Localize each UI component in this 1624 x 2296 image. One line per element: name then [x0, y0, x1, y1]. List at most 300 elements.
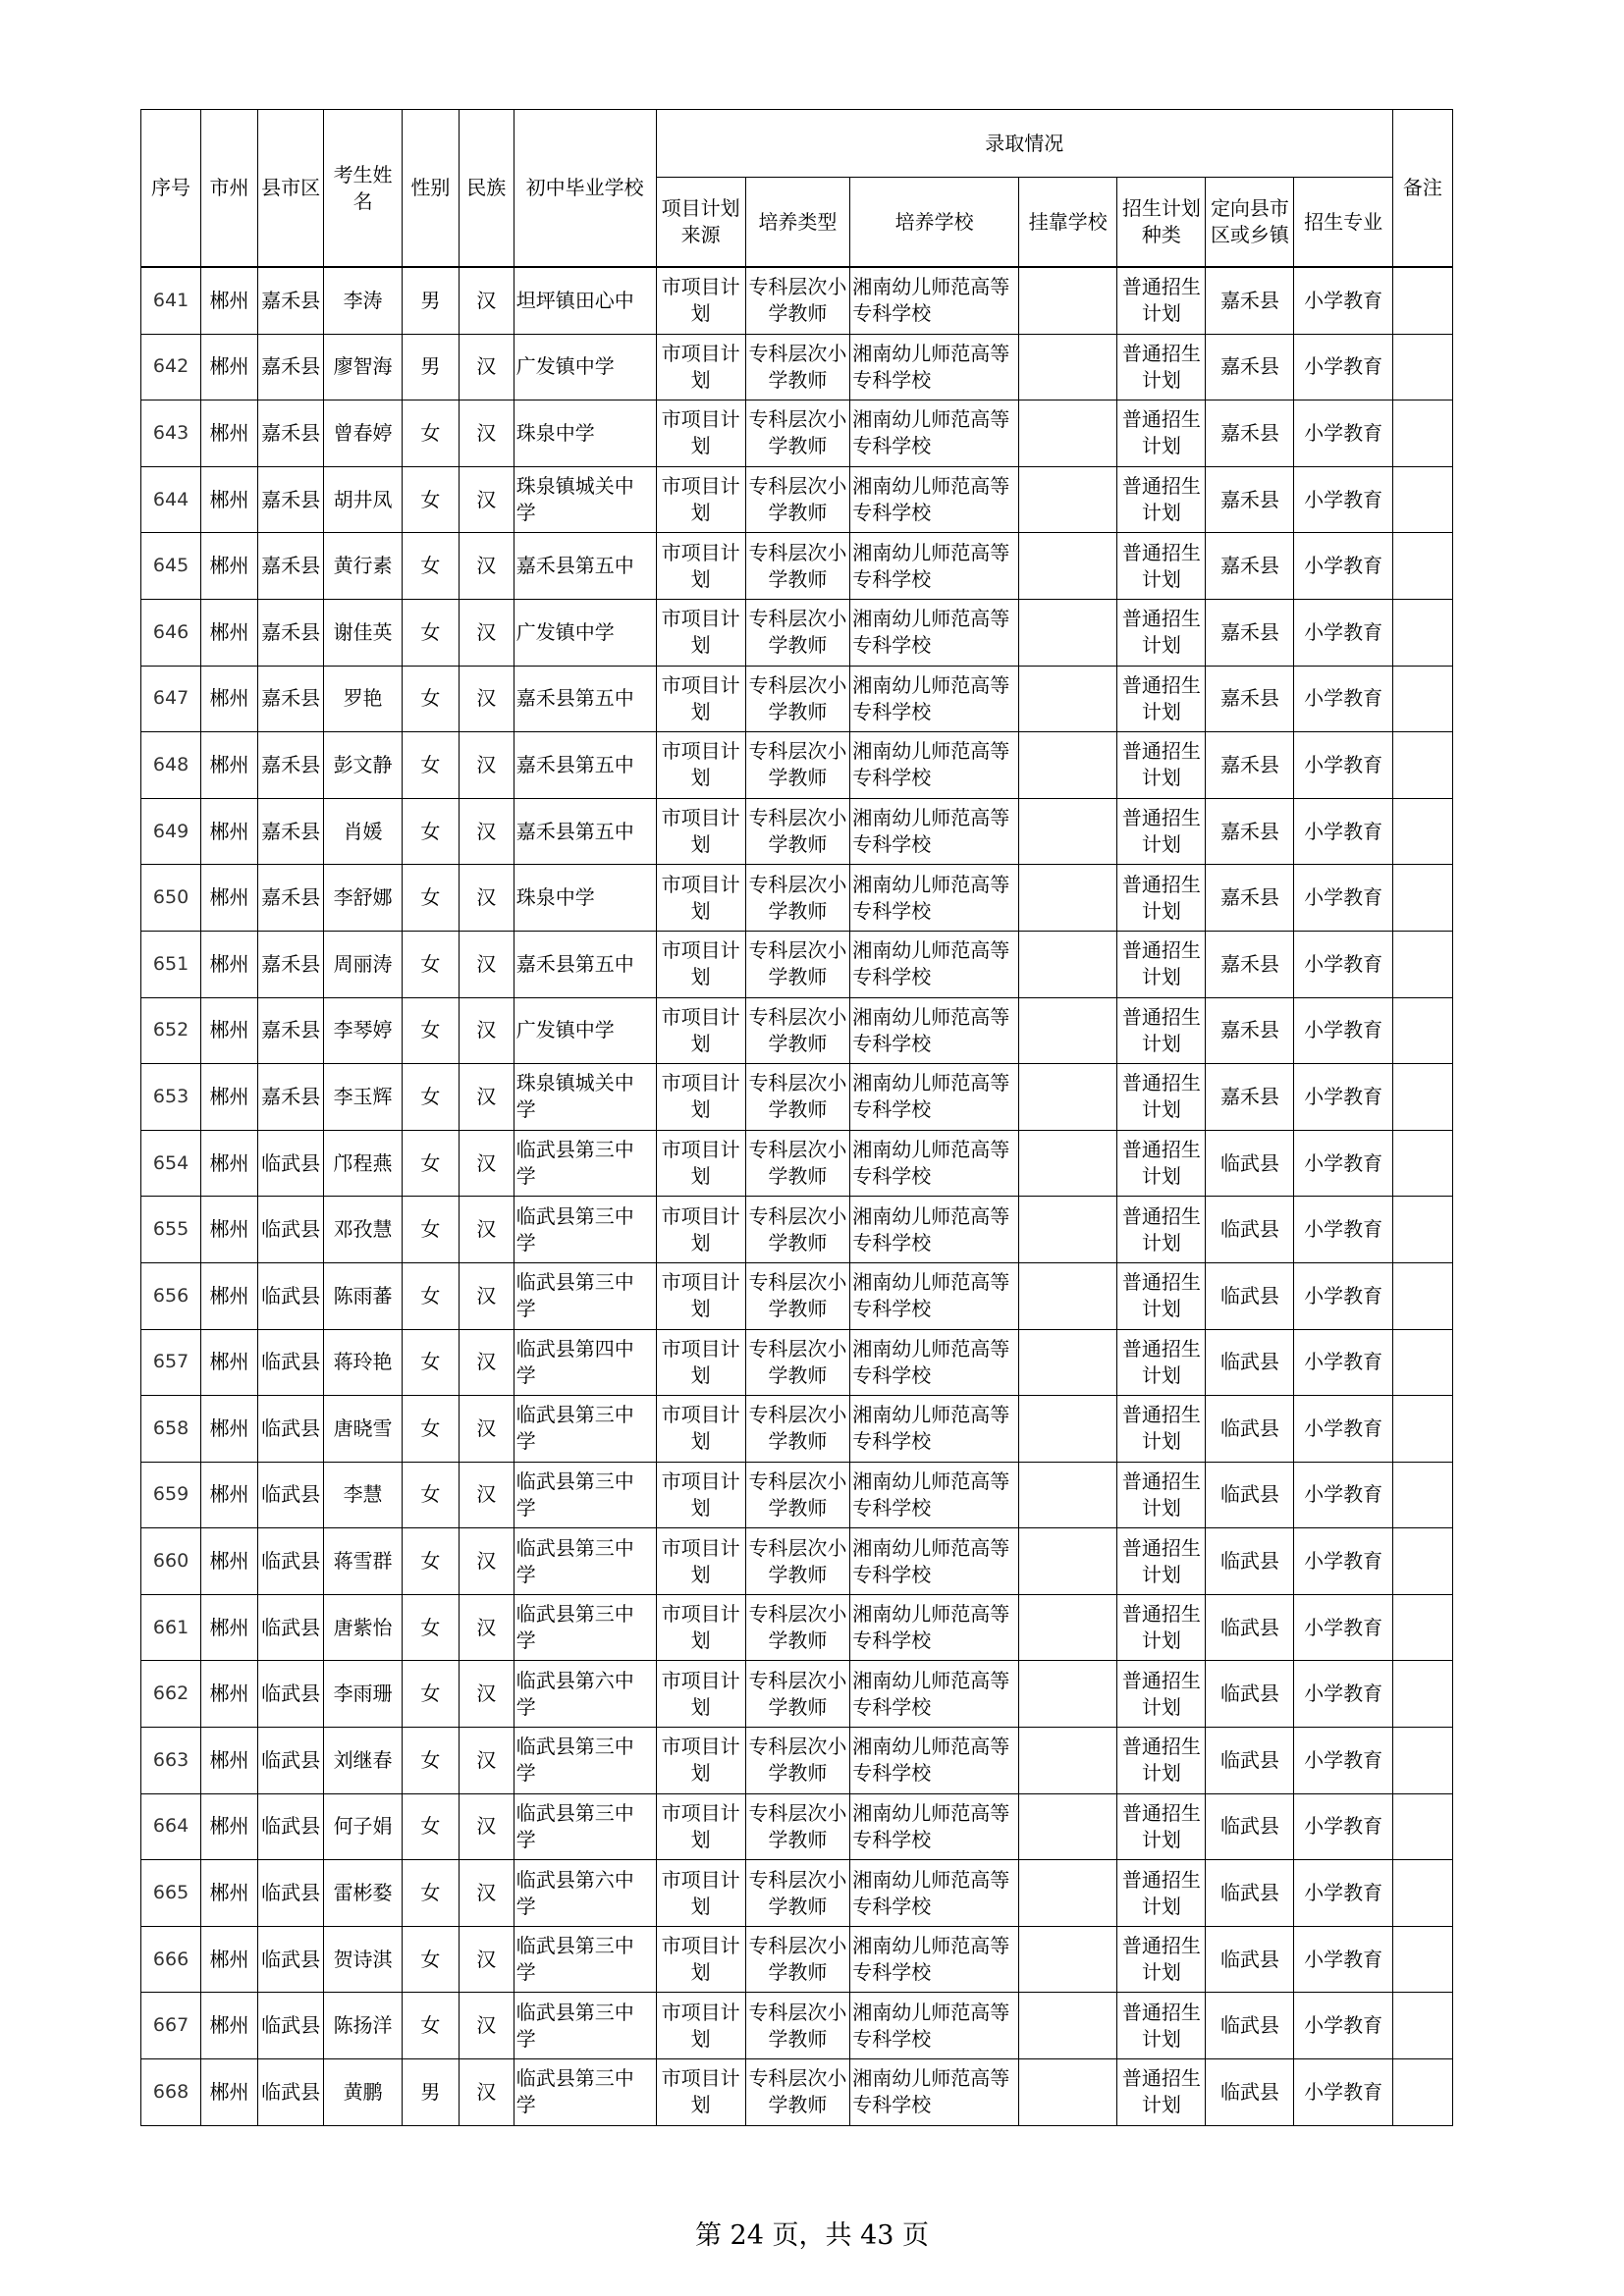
header-plan-source: 项目计划来源 [656, 178, 745, 268]
cell-gender: 女 [402, 798, 459, 865]
cell-affil-school [1019, 666, 1117, 732]
cell-affil-school [1019, 931, 1117, 997]
cell-county: 临武县 [257, 1462, 323, 1528]
cell-train-school: 湘南幼儿师范高等专科学校 [850, 732, 1019, 799]
cell-gender: 男 [402, 2059, 459, 2126]
cell-major: 小学教育 [1294, 533, 1392, 600]
cell-plan-source: 市项目计划 [656, 1462, 745, 1528]
cell-major: 小学教育 [1294, 1728, 1392, 1794]
table-row [141, 865, 1453, 932]
cell-target: 临武县 [1206, 1860, 1294, 1927]
table-row [141, 1329, 1453, 1396]
cell-train-type: 专科层次小学教师 [745, 2059, 850, 2126]
cell-seq: 648 [141, 732, 201, 799]
cell-plan-kind: 普通招生计划 [1117, 1528, 1206, 1595]
cell-school: 临武县第四中学 [514, 1329, 656, 1396]
cell-name: 谢佳英 [324, 599, 403, 666]
cell-name: 胡井凤 [324, 466, 403, 533]
cell-county: 嘉禾县 [257, 997, 323, 1064]
cell-remark [1392, 931, 1452, 997]
cell-major: 小学教育 [1294, 865, 1392, 932]
cell-gender: 女 [402, 1064, 459, 1131]
cell-seq: 650 [141, 865, 201, 932]
cell-gender: 女 [402, 1793, 459, 1860]
cell-remark [1392, 1528, 1452, 1595]
cell-city: 郴州 [201, 533, 258, 600]
cell-train-type: 专科层次小学教师 [745, 1329, 850, 1396]
cell-train-type: 专科层次小学教师 [745, 1130, 850, 1197]
cell-remark [1392, 1728, 1452, 1794]
cell-county: 临武县 [257, 1728, 323, 1794]
cell-school: 嘉禾县第五中 [514, 732, 656, 799]
cell-gender: 女 [402, 1130, 459, 1197]
cell-seq: 662 [141, 1661, 201, 1728]
table-row [141, 1197, 1453, 1263]
cell-city: 郴州 [201, 997, 258, 1064]
cell-county: 嘉禾县 [257, 533, 323, 600]
cell-remark [1392, 1793, 1452, 1860]
cell-plan-source: 市项目计划 [656, 334, 745, 400]
cell-affil-school [1019, 1793, 1117, 1860]
cell-name: 陈雨蕃 [324, 1262, 403, 1329]
table-row [141, 1396, 1453, 1463]
cell-plan-source: 市项目计划 [656, 1396, 745, 1463]
cell-plan-kind: 普通招生计划 [1117, 798, 1206, 865]
cell-train-school: 湘南幼儿师范高等专科学校 [850, 2059, 1019, 2126]
cell-county: 临武县 [257, 1329, 323, 1396]
cell-plan-source: 市项目计划 [656, 1130, 745, 1197]
cell-name: 唐紫怡 [324, 1594, 403, 1661]
cell-name: 陈扬洋 [324, 1993, 403, 2059]
cell-plan-source: 市项目计划 [656, 798, 745, 865]
cell-target: 临武县 [1206, 1661, 1294, 1728]
cell-seq: 646 [141, 599, 201, 666]
cell-school: 嘉禾县第五中 [514, 533, 656, 600]
table-row [141, 334, 1453, 400]
cell-ethnicity: 汉 [459, 1528, 514, 1595]
cell-county: 临武县 [257, 1197, 323, 1263]
cell-plan-kind: 普通招生计划 [1117, 732, 1206, 799]
cell-target: 临武县 [1206, 1130, 1294, 1197]
table-row [141, 1661, 1453, 1728]
cell-city: 郴州 [201, 334, 258, 400]
cell-school: 临武县第六中学 [514, 1860, 656, 1927]
cell-remark [1392, 1462, 1452, 1528]
cell-train-type: 专科层次小学教师 [745, 267, 850, 334]
table-row [141, 666, 1453, 732]
cell-gender: 男 [402, 267, 459, 334]
cell-affil-school [1019, 466, 1117, 533]
cell-plan-kind: 普通招生计划 [1117, 1594, 1206, 1661]
cell-name: 刘继春 [324, 1728, 403, 1794]
cell-gender: 男 [402, 334, 459, 400]
cell-train-school: 湘南幼儿师范高等专科学校 [850, 334, 1019, 400]
cell-city: 郴州 [201, 1197, 258, 1263]
cell-name: 蒋玲艳 [324, 1329, 403, 1396]
cell-name: 罗艳 [324, 666, 403, 732]
cell-remark [1392, 1396, 1452, 1463]
cell-school: 广发镇中学 [514, 997, 656, 1064]
cell-county: 嘉禾县 [257, 466, 323, 533]
cell-remark [1392, 798, 1452, 865]
cell-affil-school [1019, 599, 1117, 666]
cell-target: 嘉禾县 [1206, 865, 1294, 932]
cell-major: 小学教育 [1294, 1262, 1392, 1329]
cell-city: 郴州 [201, 400, 258, 467]
table-row [141, 466, 1453, 533]
cell-train-school: 湘南幼儿师范高等专科学校 [850, 1197, 1019, 1263]
cell-major: 小学教育 [1294, 2059, 1392, 2126]
cell-county: 临武县 [257, 1594, 323, 1661]
cell-plan-kind: 普通招生计划 [1117, 1064, 1206, 1131]
cell-train-type: 专科层次小学教师 [745, 997, 850, 1064]
cell-plan-kind: 普通招生计划 [1117, 466, 1206, 533]
cell-major: 小学教育 [1294, 1462, 1392, 1528]
cell-name: 何子娟 [324, 1793, 403, 1860]
cell-school: 嘉禾县第五中 [514, 798, 656, 865]
cell-plan-source: 市项目计划 [656, 400, 745, 467]
page-footer: 第 24 页，共 43 页 [694, 2220, 930, 2251]
cell-school: 临武县第三中学 [514, 2059, 656, 2126]
cell-name: 李琴婷 [324, 997, 403, 1064]
cell-ethnicity: 汉 [459, 1860, 514, 1927]
cell-seq: 667 [141, 1993, 201, 2059]
cell-school: 临武县第三中学 [514, 1262, 656, 1329]
cell-gender: 女 [402, 1728, 459, 1794]
cell-name: 雷彬婺 [324, 1860, 403, 1927]
cell-school: 临武县第三中学 [514, 1396, 656, 1463]
cell-name: 彭文静 [324, 732, 403, 799]
cell-gender: 女 [402, 1860, 459, 1927]
cell-train-school: 湘南幼儿师范高等专科学校 [850, 1728, 1019, 1794]
cell-remark [1392, 1661, 1452, 1728]
cell-train-school: 湘南幼儿师范高等专科学校 [850, 1064, 1019, 1131]
cell-county: 临武县 [257, 1993, 323, 2059]
cell-remark [1392, 267, 1452, 334]
cell-remark [1392, 865, 1452, 932]
cell-seq: 666 [141, 1926, 201, 1993]
cell-train-type: 专科层次小学教师 [745, 865, 850, 932]
table-row [141, 997, 1453, 1064]
header-admission: 录取情况 [656, 110, 1392, 178]
cell-name: 黄行素 [324, 533, 403, 600]
cell-gender: 女 [402, 931, 459, 997]
cell-city: 郴州 [201, 1262, 258, 1329]
cell-school: 珠泉镇城关中学 [514, 1064, 656, 1131]
cell-major: 小学教育 [1294, 466, 1392, 533]
cell-plan-kind: 普通招生计划 [1117, 599, 1206, 666]
cell-county: 嘉禾县 [257, 599, 323, 666]
cell-target: 临武县 [1206, 1793, 1294, 1860]
cell-train-school: 湘南幼儿师范高等专科学校 [850, 666, 1019, 732]
cell-remark [1392, 533, 1452, 600]
cell-plan-source: 市项目计划 [656, 1728, 745, 1794]
cell-train-school: 湘南幼儿师范高等专科学校 [850, 599, 1019, 666]
cell-plan-kind: 普通招生计划 [1117, 533, 1206, 600]
cell-plan-source: 市项目计划 [656, 2059, 745, 2126]
cell-affil-school [1019, 1661, 1117, 1728]
table-row [141, 1262, 1453, 1329]
cell-name: 唐晓雪 [324, 1396, 403, 1463]
cell-train-school: 湘南幼儿师范高等专科学校 [850, 1793, 1019, 1860]
cell-city: 郴州 [201, 1130, 258, 1197]
table-row [141, 1064, 1453, 1131]
cell-plan-source: 市项目计划 [656, 1793, 745, 1860]
cell-affil-school [1019, 798, 1117, 865]
table-row [141, 1594, 1453, 1661]
cell-remark [1392, 1262, 1452, 1329]
cell-county: 嘉禾县 [257, 400, 323, 467]
cell-target: 临武县 [1206, 1594, 1294, 1661]
table-row [141, 400, 1453, 467]
header-gender: 性别 [402, 110, 459, 268]
table-row [141, 2059, 1453, 2126]
cell-plan-source: 市项目计划 [656, 533, 745, 600]
cell-train-type: 专科层次小学教师 [745, 466, 850, 533]
header-seq: 序号 [141, 110, 201, 268]
cell-school: 临武县第三中学 [514, 1793, 656, 1860]
cell-school: 临武县第三中学 [514, 1926, 656, 1993]
cell-train-school: 湘南幼儿师范高等专科学校 [850, 1462, 1019, 1528]
cell-plan-kind: 普通招生计划 [1117, 1793, 1206, 1860]
cell-city: 郴州 [201, 1528, 258, 1595]
cell-affil-school [1019, 1926, 1117, 1993]
cell-target: 临武县 [1206, 1262, 1294, 1329]
cell-train-school: 湘南幼儿师范高等专科学校 [850, 400, 1019, 467]
cell-target: 临武县 [1206, 1728, 1294, 1794]
cell-school: 临武县第三中学 [514, 1728, 656, 1794]
cell-target: 临武县 [1206, 1197, 1294, 1263]
cell-plan-kind: 普通招生计划 [1117, 1197, 1206, 1263]
cell-target: 嘉禾县 [1206, 732, 1294, 799]
cell-train-type: 专科层次小学教师 [745, 533, 850, 600]
cell-major: 小学教育 [1294, 400, 1392, 467]
cell-name: 曾春婷 [324, 400, 403, 467]
cell-major: 小学教育 [1294, 1197, 1392, 1263]
cell-seq: 652 [141, 997, 201, 1064]
cell-plan-source: 市项目计划 [656, 1329, 745, 1396]
cell-major: 小学教育 [1294, 1993, 1392, 2059]
cell-plan-kind: 普通招生计划 [1117, 1661, 1206, 1728]
cell-seq: 649 [141, 798, 201, 865]
table-row [141, 533, 1453, 600]
cell-ethnicity: 汉 [459, 1661, 514, 1728]
cell-train-school: 湘南幼儿师范高等专科学校 [850, 1860, 1019, 1927]
cell-target: 临武县 [1206, 1396, 1294, 1463]
cell-remark [1392, 666, 1452, 732]
cell-train-type: 专科层次小学教师 [745, 1728, 850, 1794]
cell-city: 郴州 [201, 1396, 258, 1463]
cell-plan-kind: 普通招生计划 [1117, 1993, 1206, 2059]
cell-county: 嘉禾县 [257, 267, 323, 334]
cell-ethnicity: 汉 [459, 400, 514, 467]
cell-major: 小学教育 [1294, 1594, 1392, 1661]
cell-train-school: 湘南幼儿师范高等专科学校 [850, 1262, 1019, 1329]
cell-remark [1392, 1197, 1452, 1263]
cell-major: 小学教育 [1294, 1860, 1392, 1927]
cell-major: 小学教育 [1294, 1130, 1392, 1197]
cell-plan-kind: 普通招生计划 [1117, 400, 1206, 467]
cell-ethnicity: 汉 [459, 732, 514, 799]
cell-gender: 女 [402, 1396, 459, 1463]
cell-plan-source: 市项目计划 [656, 1528, 745, 1595]
cell-plan-kind: 普通招生计划 [1117, 2059, 1206, 2126]
header-target: 定向县市区或乡镇 [1206, 178, 1294, 268]
cell-city: 郴州 [201, 732, 258, 799]
cell-ethnicity: 汉 [459, 1262, 514, 1329]
cell-plan-kind: 普通招生计划 [1117, 1860, 1206, 1927]
cell-target: 嘉禾县 [1206, 798, 1294, 865]
cell-county: 临武县 [257, 1528, 323, 1595]
cell-gender: 女 [402, 1993, 459, 2059]
cell-remark [1392, 1594, 1452, 1661]
cell-name: 蒋雪群 [324, 1528, 403, 1595]
cell-affil-school [1019, 1462, 1117, 1528]
cell-plan-source: 市项目计划 [656, 997, 745, 1064]
cell-target: 嘉禾县 [1206, 466, 1294, 533]
header-school: 初中毕业学校 [514, 110, 656, 268]
cell-train-school: 湘南幼儿师范高等专科学校 [850, 267, 1019, 334]
cell-seq: 658 [141, 1396, 201, 1463]
table-row [141, 798, 1453, 865]
cell-name: 肖媛 [324, 798, 403, 865]
cell-name: 周丽涛 [324, 931, 403, 997]
cell-ethnicity: 汉 [459, 2059, 514, 2126]
cell-ethnicity: 汉 [459, 865, 514, 932]
cell-affil-school [1019, 1860, 1117, 1927]
cell-school: 珠泉中学 [514, 400, 656, 467]
cell-seq: 642 [141, 334, 201, 400]
cell-school: 临武县第三中学 [514, 1993, 656, 2059]
cell-county: 嘉禾县 [257, 865, 323, 932]
cell-plan-source: 市项目计划 [656, 931, 745, 997]
cell-major: 小学教育 [1294, 1661, 1392, 1728]
cell-remark [1392, 599, 1452, 666]
cell-train-school: 湘南幼儿师范高等专科学校 [850, 798, 1019, 865]
cell-seq: 656 [141, 1262, 201, 1329]
cell-county: 临武县 [257, 1661, 323, 1728]
cell-plan-source: 市项目计划 [656, 865, 745, 932]
cell-major: 小学教育 [1294, 1793, 1392, 1860]
cell-train-type: 专科层次小学教师 [745, 1926, 850, 1993]
cell-affil-school [1019, 1197, 1117, 1263]
cell-train-type: 专科层次小学教师 [745, 1528, 850, 1595]
cell-target: 临武县 [1206, 2059, 1294, 2126]
cell-gender: 女 [402, 1661, 459, 1728]
cell-city: 郴州 [201, 1329, 258, 1396]
cell-ethnicity: 汉 [459, 1926, 514, 1993]
cell-target: 临武县 [1206, 1926, 1294, 1993]
cell-ethnicity: 汉 [459, 267, 514, 334]
cell-affil-school [1019, 1396, 1117, 1463]
header-train-type: 培养类型 [745, 178, 850, 268]
cell-affil-school [1019, 533, 1117, 600]
cell-plan-source: 市项目计划 [656, 1197, 745, 1263]
table-row [141, 1728, 1453, 1794]
cell-name: 李慧 [324, 1462, 403, 1528]
cell-train-school: 湘南幼儿师范高等专科学校 [850, 1528, 1019, 1595]
header-affil-school: 挂靠学校 [1019, 178, 1117, 268]
cell-school: 临武县第六中学 [514, 1661, 656, 1728]
cell-county: 嘉禾县 [257, 666, 323, 732]
cell-name: 黄鹏 [324, 2059, 403, 2126]
cell-ethnicity: 汉 [459, 666, 514, 732]
cell-remark [1392, 1860, 1452, 1927]
cell-city: 郴州 [201, 1594, 258, 1661]
cell-seq: 659 [141, 1462, 201, 1528]
cell-target: 临武县 [1206, 1993, 1294, 2059]
cell-affil-school [1019, 1728, 1117, 1794]
table-row [141, 267, 1453, 334]
cell-affil-school [1019, 997, 1117, 1064]
cell-city: 郴州 [201, 798, 258, 865]
cell-major: 小学教育 [1294, 1329, 1392, 1396]
cell-remark [1392, 400, 1452, 467]
cell-school: 临武县第三中学 [514, 1197, 656, 1263]
cell-train-school: 湘南幼儿师范高等专科学校 [850, 1661, 1019, 1728]
cell-city: 郴州 [201, 466, 258, 533]
cell-train-type: 专科层次小学教师 [745, 1396, 850, 1463]
cell-target: 嘉禾县 [1206, 599, 1294, 666]
cell-ethnicity: 汉 [459, 466, 514, 533]
cell-gender: 女 [402, 1262, 459, 1329]
cell-school: 广发镇中学 [514, 334, 656, 400]
table-row [141, 1130, 1453, 1197]
cell-name: 李涛 [324, 267, 403, 334]
cell-major: 小学教育 [1294, 666, 1392, 732]
header-major: 招生专业 [1294, 178, 1392, 268]
cell-city: 郴州 [201, 1793, 258, 1860]
table-row [141, 1462, 1453, 1528]
cell-seq: 644 [141, 466, 201, 533]
cell-county: 临武县 [257, 1793, 323, 1860]
cell-target: 嘉禾县 [1206, 997, 1294, 1064]
cell-train-type: 专科层次小学教师 [745, 1197, 850, 1263]
cell-major: 小学教育 [1294, 997, 1392, 1064]
cell-remark [1392, 1064, 1452, 1131]
cell-affil-school [1019, 1528, 1117, 1595]
cell-school: 嘉禾县第五中 [514, 931, 656, 997]
cell-target: 嘉禾县 [1206, 400, 1294, 467]
cell-plan-source: 市项目计划 [656, 1262, 745, 1329]
cell-plan-source: 市项目计划 [656, 1594, 745, 1661]
table-row [141, 1993, 1453, 2059]
header-remark: 备注 [1392, 110, 1452, 268]
cell-ethnicity: 汉 [459, 533, 514, 600]
cell-affil-school [1019, 1594, 1117, 1661]
cell-ethnicity: 汉 [459, 798, 514, 865]
cell-ethnicity: 汉 [459, 1728, 514, 1794]
cell-train-type: 专科层次小学教师 [745, 1793, 850, 1860]
cell-school: 坦坪镇田心中 [514, 267, 656, 334]
cell-plan-kind: 普通招生计划 [1117, 1396, 1206, 1463]
cell-city: 郴州 [201, 2059, 258, 2126]
cell-plan-kind: 普通招生计划 [1117, 1728, 1206, 1794]
cell-name: 李舒娜 [324, 865, 403, 932]
cell-gender: 女 [402, 865, 459, 932]
cell-remark [1392, 2059, 1452, 2126]
table-row [141, 599, 1453, 666]
cell-seq: 664 [141, 1793, 201, 1860]
cell-train-type: 专科层次小学教师 [745, 1860, 850, 1927]
cell-train-school: 湘南幼儿师范高等专科学校 [850, 1329, 1019, 1396]
cell-major: 小学教育 [1294, 798, 1392, 865]
cell-remark [1392, 997, 1452, 1064]
header-city: 市州 [201, 110, 258, 268]
cell-city: 郴州 [201, 1860, 258, 1927]
cell-name: 李玉辉 [324, 1064, 403, 1131]
cell-train-type: 专科层次小学教师 [745, 666, 850, 732]
